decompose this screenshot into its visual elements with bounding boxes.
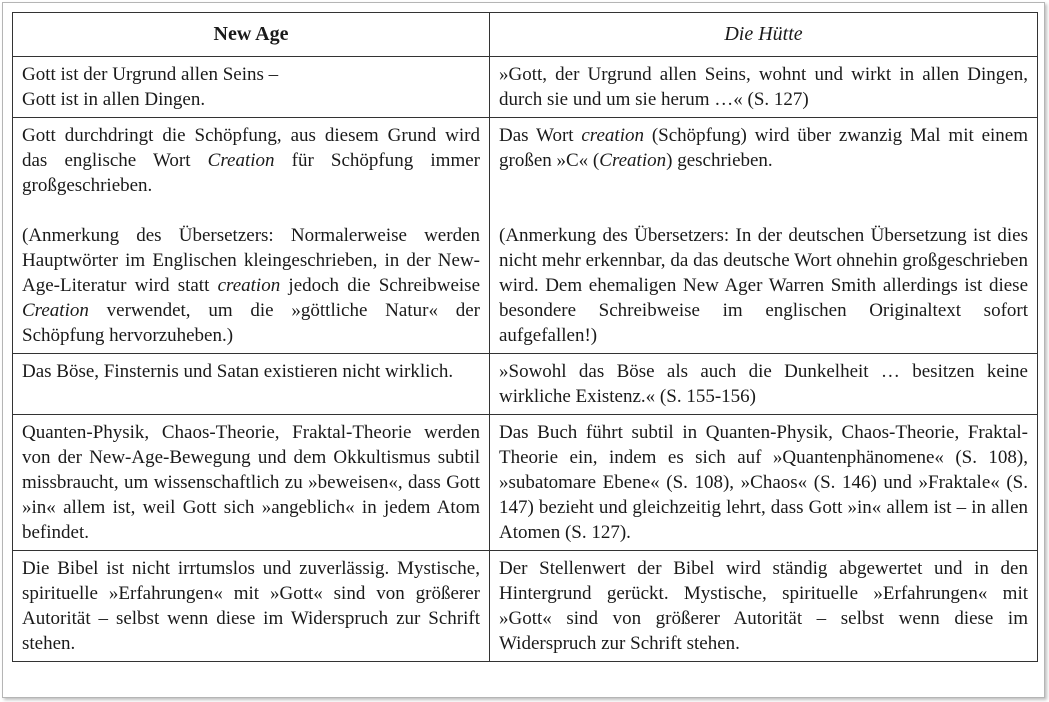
cell-die-huette: Das Buch führt subtil in Quanten-Physik, Chaos-Theorie, Fraktal-Theorie ein, indem es sich auf »Quantenphänomene« (S. 108), »subatomare Ebene« (S. 108), »Chaos« (S. 146) und »Fraktale« (S. 147) bezieht und gleichzeitig lehrt, dass Gott »in« allem ist – in allen Atomen (S. 127). <box>490 415 1038 551</box>
paragraph: Das Wort creation (Schöpfung) wird über zwanzig Mal mit einem großen »C« (Creation) geschrieben. <box>499 125 1028 171</box>
cell-new-age: Die Bibel ist nicht irrtumslos und zuverlässig. Mystische, spirituelle »Erfahrungen« mit »Gott« sind von größerer Autorität – selbst wenn diese im Widerspruch zur Schrift stehen. <box>13 551 490 662</box>
cell-die-huette: »Gott, der Urgrund allen Seins, wohnt und wirkt in allen Dingen, durch sie und um sie herum …« (S. 127) <box>490 57 1038 118</box>
table-row <box>13 415 1038 551</box>
header-die-huette: Die Hütte <box>490 13 1038 57</box>
cell-new-age: Das Böse, Finsternis und Satan existieren nicht wirklich. <box>13 354 490 415</box>
text-line: Gott ist der Urgrund allen Seins – <box>22 64 279 85</box>
text-line: Gott ist in allen Dingen. <box>22 89 206 110</box>
table-row <box>13 57 1038 118</box>
cell-die-huette <box>490 118 1038 354</box>
comparison-table <box>12 12 1038 662</box>
paragraph: Gott durchdringt die Schöpfung, aus diesem Grund wird das englische Wort Creation für Schöpfung immer großgeschrieben. <box>22 125 480 196</box>
cell-new-age <box>13 57 490 118</box>
cell-new-age <box>13 118 490 354</box>
table-row <box>13 551 1038 662</box>
table-row <box>13 354 1038 415</box>
translator-note: (Anmerkung des Übersetzers: In der deutschen Übersetzung ist dies nicht mehr erkennbar, da das deutsche Wort ohnehin großgeschrieben wird. Dem ehemaligen New Ager Warren Smith allerdings ist diese besondere Schreibweise im englischen Originaltext sofort aufgefallen!) <box>499 225 1028 346</box>
cell-die-huette: »Sowohl das Böse als auch die Dunkelheit … besitzen keine wirkliche Existenz.« (S. 155-156) <box>490 354 1038 415</box>
header-row <box>13 13 1038 57</box>
table-row <box>13 118 1038 354</box>
header-new-age: New Age <box>13 13 490 57</box>
translator-note: (Anmerkung des Übersetzers: Normalerweise werden Hauptwörter im Englischen kleingeschrieben, in der New-Age-Literatur wird statt creation jedoch die Schreibweise Creation verwendet, um die »göttliche Natur« der Schöpfung hervorzuheben.) <box>22 225 481 346</box>
cell-new-age: Quanten-Physik, Chaos-Theorie, Fraktal-Theorie werden von der New-Age-Bewegung und dem Okkultismus subtil missbraucht, um wissenschaftlich zu »beweisen«, dass Gott »in« allem ist, weil Gott sich »angeblich« in jedem Atom befindet. <box>13 415 490 551</box>
cell-die-huette: Der Stellenwert der Bibel wird ständig abgewertet und in den Hintergrund gerückt. Mystische, spirituelle »Erfahrungen« mit »Gott« sind von größerer Autorität – selbst wenn diese im Widerspruch zur Schrift stehen. <box>490 551 1038 662</box>
